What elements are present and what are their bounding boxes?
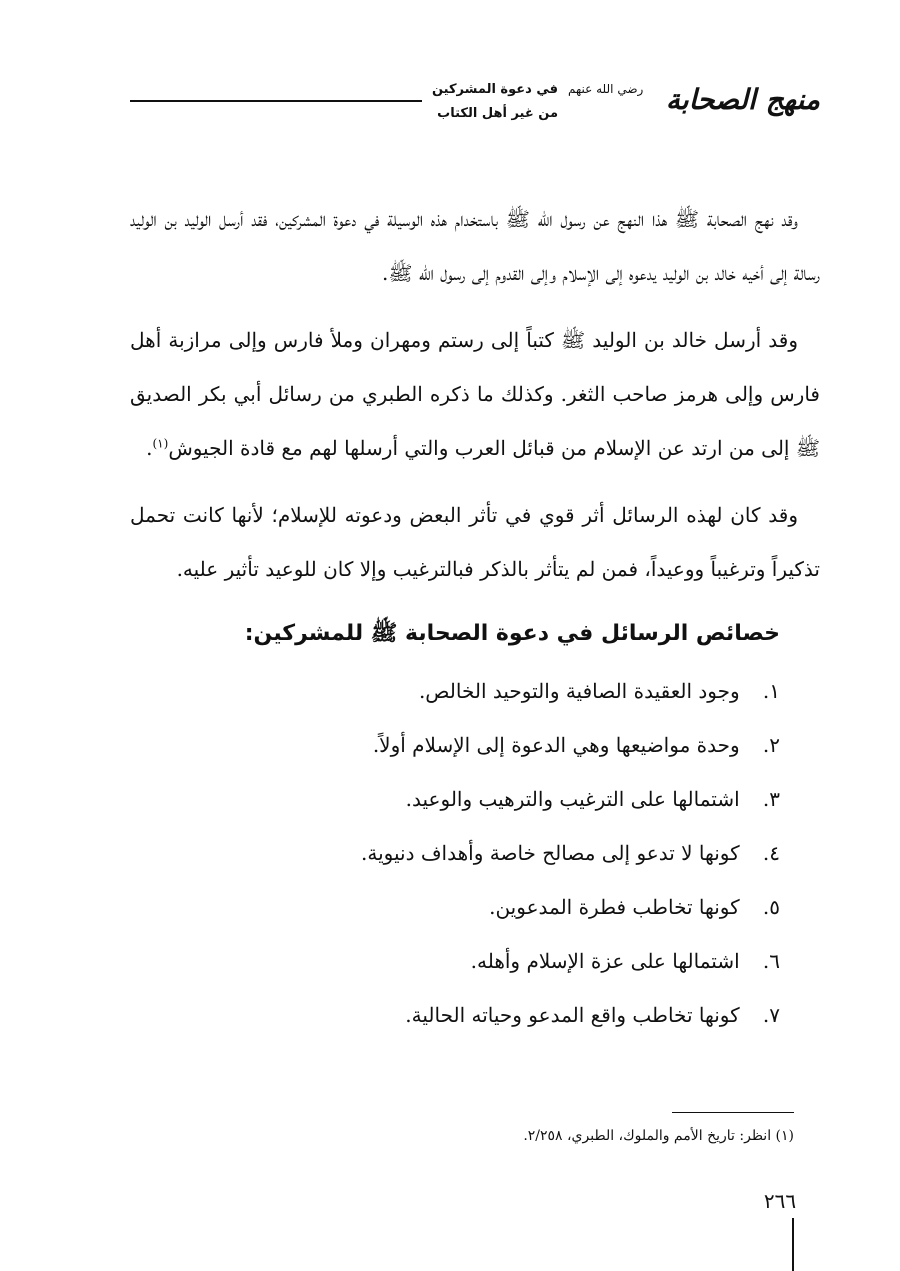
list-item-text: اشتمالها على عزة الإسلام وأهله.: [470, 949, 740, 973]
paragraph-2: [130, 313, 820, 475]
header-subtitle-line2: من غير أهل الكتاب: [437, 106, 558, 121]
list-item: [130, 988, 780, 1042]
header-rule: [130, 100, 422, 102]
page-edge-line: [792, 1218, 794, 1271]
list-item-number: ٣.: [762, 787, 780, 811]
running-header: [130, 72, 820, 132]
section-heading: خصائص الرسائل في دعوة الصحابة ﷺ للمشركين:: [244, 621, 780, 646]
list-item: [130, 934, 780, 988]
header-honorific: رضي الله عنهم: [568, 82, 644, 96]
list-item-text: وجود العقيدة الصافية والتوحيد الخالص.: [418, 679, 740, 703]
list-item-number: ٤.: [762, 841, 780, 865]
book-title-logo: منهج الصحابة: [665, 83, 820, 116]
header-subtitle-line1: في دعوة المشركين: [431, 82, 558, 97]
list-item-number: ٢.: [762, 733, 780, 757]
footnote-rule: [672, 1112, 794, 1113]
list-item-number: ٧.: [762, 1003, 780, 1027]
footnote-reference[interactable]: (١): [152, 436, 169, 451]
main-text: [130, 192, 820, 1042]
page-number: ٢٦٦: [763, 1189, 797, 1213]
list-item-text: كونها تخاطب فطرة المدعوين.: [489, 895, 740, 919]
list-item: [130, 880, 780, 934]
header-subtitle: [428, 78, 558, 126]
list-item-number: ٦.: [762, 949, 780, 973]
list-item-number: ٥.: [762, 895, 780, 919]
list-item-text: كونها لا تدعو إلى مصالح خاصة وأهداف دنيوية.: [360, 841, 740, 865]
list-item-text: كونها تخاطب واقع المدعو وحياته الحالية.: [405, 1003, 740, 1027]
paragraph-2-end: .: [146, 436, 153, 460]
characteristics-list: [130, 664, 820, 1042]
paragraph-1: وقد نهج الصحابة ﷺ هذا النهج عن رسول الله ﷺ باستخدام هذه الوسيلة في دعوة المشركين، فقد أرسل الوليد بن الوليد رسالة إلى أخيه خالد بن الوليد يدعوه إلى الإسلام وإلى القدوم إلى رسول الله ﷺ.: [130, 207, 820, 285]
list-item: [130, 772, 780, 826]
footnote: (١) انظر: تاريخ الأمم والملوك، الطبري، ٢/٢٥٨.: [523, 1128, 794, 1144]
paragraph-3: وقد كان لهذه الرسائل أثر قوي في تأثر البعض ودعوته للإسلام؛ لأنها كانت تحمل تذكيراً وترغيباً ووعيداً، فمن لم يتأثر بالذكر فبالترغيب وإلا كان للوعيد تأثير عليه.: [130, 503, 820, 581]
list-item-text: وحدة مواضيعها وهي الدعوة إلى الإسلام أولاً.: [372, 733, 740, 757]
list-item: [130, 718, 780, 772]
list-item-number: ١.: [762, 679, 780, 703]
paragraph-2-text: وقد أرسل خالد بن الوليد ﷺ كتباً إلى رستم ومهران وملأ فارس وإلى مرازبة أهل فارس وإلى هرمز صاحب الثغر. وكذلك ما ذكره الطبري من رسائل أبي بكر الصديق ﷺ إلى من ارتد عن الإسلام من قبائل العرب والتي أرسلها لهم مع قادة الجيوش: [130, 328, 820, 460]
list-item: [130, 664, 780, 718]
list-item: [130, 826, 780, 880]
list-item-text: اشتمالها على الترغيب والترهيب والوعيد.: [405, 787, 740, 811]
